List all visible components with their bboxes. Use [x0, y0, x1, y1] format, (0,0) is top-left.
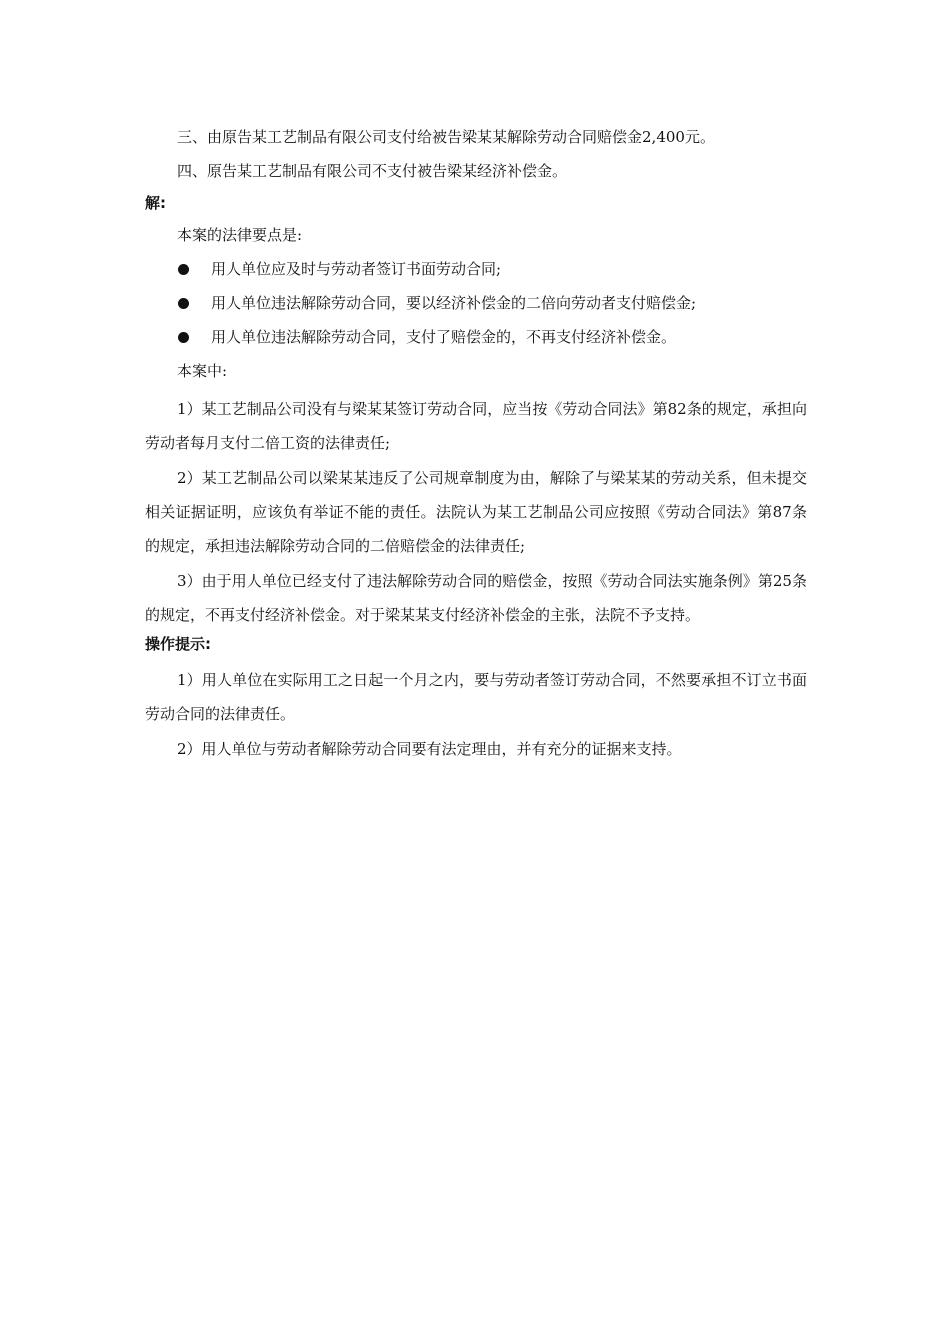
case-paragraph-3: 3）由于用人单位已经支付了违法解除劳动合同的赔偿金，按照《劳动合同法实施条例》第25条的规定，不再支付经济补偿金。对于梁某某支付经济补偿金的主张，法院不予支持。	[145, 572, 807, 624]
case-paragraph-2: 2）某工艺制品公司以梁某某违反了公司规章制度为由，解除了与梁某某的劳动关系，但未提交相关证据证明，应该负有举证不能的责任。法院认为某工艺制品公司应按照《劳动合同法》第87条的规定，承担违法解除劳动合同的二倍赔偿金的法律责任;	[145, 469, 807, 555]
case-intro: 本案中:	[177, 362, 228, 380]
operation-tip-1: 1）用人单位在实际用工之日起一个月之内，要与劳动者签订劳动合同，不然要承担不订立书面劳动合同的法律责任。	[145, 671, 807, 723]
judgment-item-3: 三、由原告某工艺制品有限公司支付给被告梁某某解除劳动合同赔偿金2,400元。	[177, 128, 715, 146]
legal-point-1	[145, 256, 807, 283]
legal-point-text: 用人单位违法解除劳动合同，要以经济补偿金的二倍向劳动者支付赔偿金;	[211, 294, 697, 312]
bullet-icon	[178, 298, 189, 309]
analysis-intro: 本案的法律要点是:	[177, 226, 303, 244]
case-paragraph-1: 1）某工艺制品公司没有与梁某某签订劳动合同，应当按《劳动合同法》第82条的规定，承担向劳动者每月支付二倍工资的法律责任;	[145, 400, 807, 452]
legal-point-3	[145, 324, 807, 351]
analysis-heading: 解:	[145, 194, 166, 212]
legal-point-text: 用人单位违法解除劳动合同，支付了赔偿金的，不再支付经济补偿金。	[211, 328, 677, 346]
document-body	[145, 124, 807, 767]
judgment-item-4: 四、原告某工艺制品有限公司不支付被告梁某经济补偿金。	[177, 162, 568, 180]
operation-tips-heading: 操作提示:	[145, 635, 211, 653]
bullet-icon	[178, 332, 189, 343]
legal-point-text: 用人单位应及时与劳动者签订书面劳动合同;	[211, 260, 502, 278]
operation-tip-2: 2）用人单位与劳动者解除劳动合同要有法定理由，并有充分的证据来支持。	[177, 740, 682, 758]
legal-points-list	[145, 256, 807, 351]
bullet-icon	[178, 264, 189, 275]
legal-point-2	[145, 290, 807, 317]
